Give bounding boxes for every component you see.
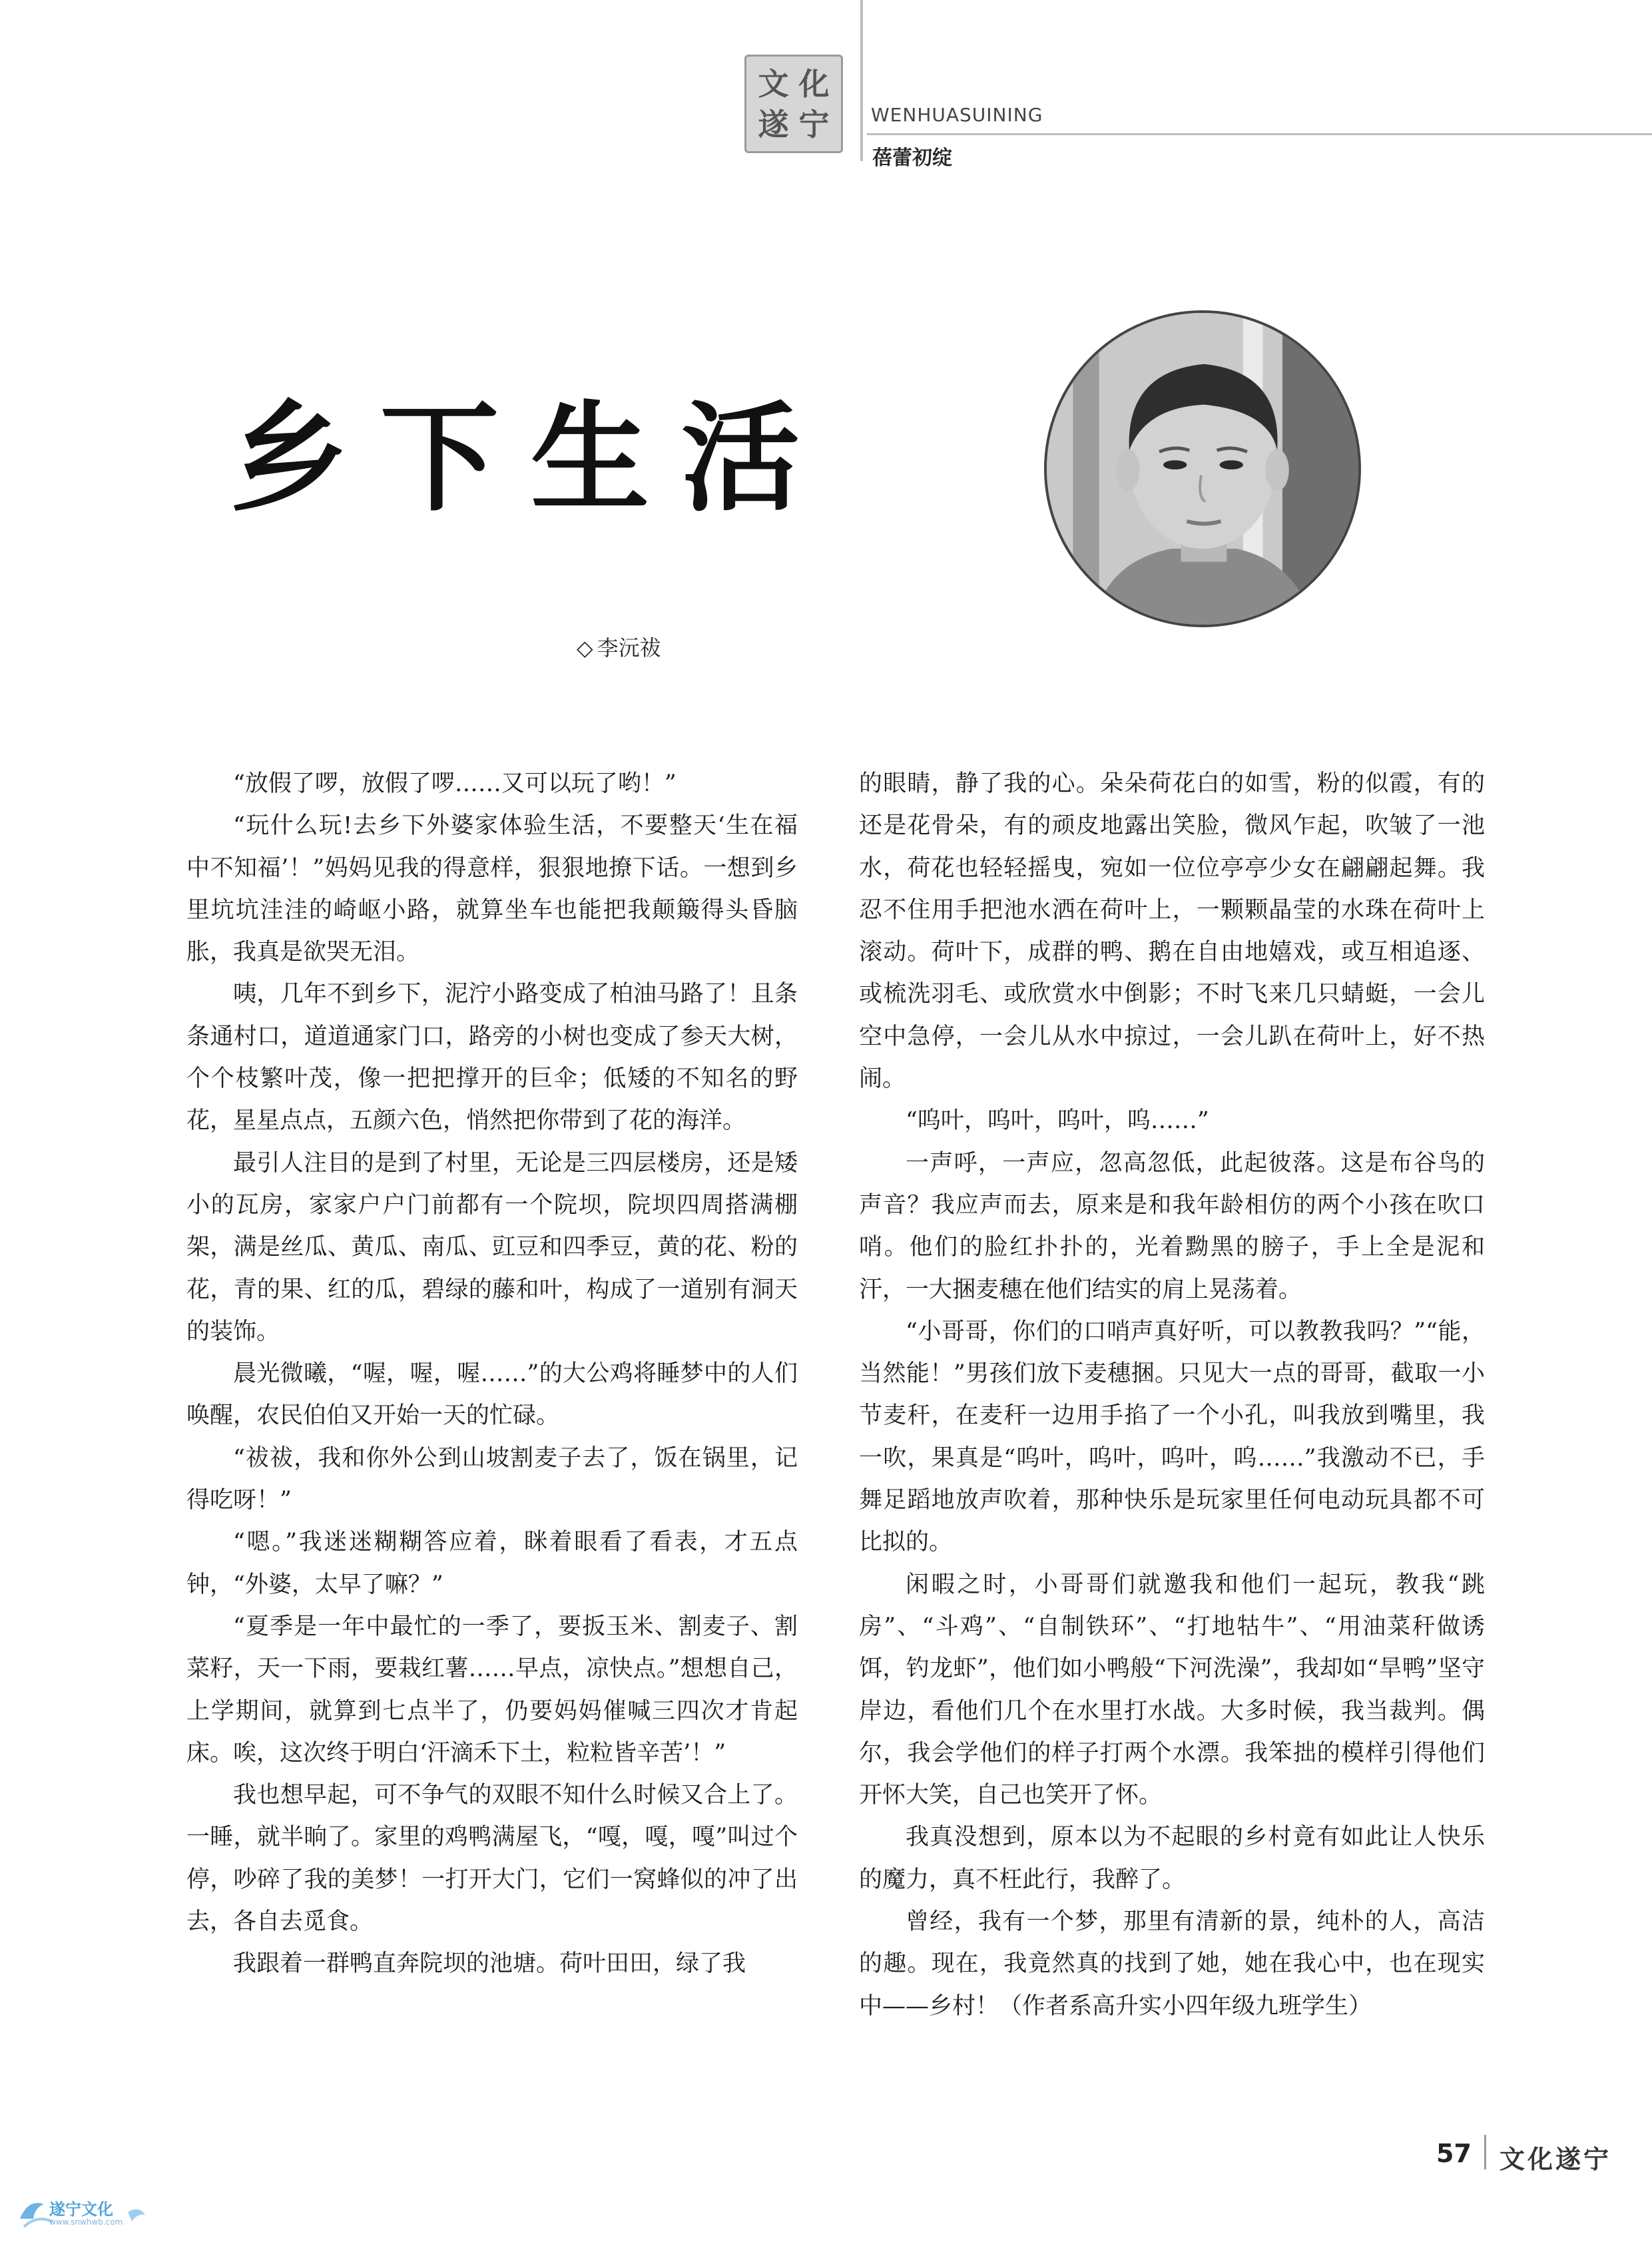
paragraph: 我也想早起，可不争气的双眼不知什么时候又合上了。一睡，就半晌了。家里的鸡鸭满屋飞，“嘎，嘎，嘎”叫过个停，吵碎了我的美梦！一打开大门，它们一窝蜂似的冲了出去，各自去觅食。 [186,1782,798,1936]
paragraph: 闲暇之时，小哥哥们就邀我和他们一起玩，教我“跳房”、“斗鸡”、“自制铁环”、“打地牯牛”、“用油菜秆做诱饵，钓龙虾”，他们如小鸭般“下河洗澡”，我却如“旱鸭”坚守岸边，看他们几个在水里打水战。大多时候，我当裁判。偶尔，我会学他们的样子打两个水漂。我笨拙的模样引得他们开怀大笑，自己也笑开了怀。 [859,1571,1485,1809]
article-title: 乡下生活 [230,390,832,527]
magazine-name-english: WENHUASUINING [871,104,1043,126]
column-name: 蓓蕾初绽 [872,146,952,170]
body-column-right [859,763,1485,2028]
paragraph: “祓祓，我和你外公到山坡割麦子去了，饭在锅里，记得吃呀！” [186,1444,798,1514]
paragraph: “小哥哥，你们的口哨声真好听，可以教教我吗？”“能，当然能！”男孩们放下麦穗捆。只见大一点的哥哥，截取一小节麦秆，在麦秆一边用手掐了一个小孔，叫我放到嘴里，我一吹，果真是“呜叶，呜叶，呜叶，呜……”我激动不已，手舞足蹈地放声吹着，那种快乐是玩家里任何电动玩具都不可比拟的。 [859,1318,1485,1556]
paragraph: “嗯。”我迷迷糊糊答应着，眯着眼看了看表，才五点钟，“外婆，太早了嘛？” [186,1529,798,1598]
paragraph: 曾经，我有一个梦，那里有清新的景，纯朴的人，高洁的趣。现在，我竟然真的找到了她，她在我心中，也在现实中——乡村！（作者系高升实小四年级九班学生） [859,1908,1485,2020]
paragraph: 最引人注目的是到了村里，无论是三四层楼房，还是矮小的瓦房，家家户户门前都有一个院坝，院坝四周搭满棚架，满是丝瓜、黄瓜、南瓜、豇豆和四季豆，黄的花、粉的花，青的果、红的瓜，碧绿的藤和叶，构成了一道别有洞天的装饰。 [186,1149,798,1345]
paragraph: 我跟着一群鸭直奔院坝的池塘。荷叶田田，绿了我 [233,1950,746,1978]
portrait-illustration [1047,313,1358,625]
paragraph: 一声呼，一声应，忽高忽低，此起彼落。这是布谷鸟的声音？我应声而去，原来是和我年龄相仿的两个小孩在吹口哨。他们的脸红扑扑的，光着黝黑的膀子，手上全是泥和汗，一大捆麦穗在他们结实的肩上晃荡着。 [859,1149,1485,1303]
logo-char: 化 [798,65,830,102]
paragraph: “玩什么玩!去乡下外婆家体验生活，不要整天‘生在福中不知福’！”妈妈见我的得意样，狠狠地撩下话。一想到乡里坑坑洼洼的崎岖小路，就算坐车也能把我颠簸得头昏脑胀，我真是欲哭无泪。 [186,812,798,966]
logo-char: 文 [758,65,789,102]
header-divider [860,0,863,161]
diamond-icon: ◇ [577,635,593,661]
logo-char: 遂 [758,106,789,142]
paragraph: “夏季是一年中最忙的一季了，要扳玉米、割麦子、割菜籽，天一下雨，要栽红薯……早点，凉快点。”想想自己，上学期间，就算到七点半了，仍要妈妈催喊三四次才肯起床。唉，这次终于明白‘汗滴禾下土，粒粒皆辛苦’！” [186,1613,798,1767]
watermark-text: 遂宁文化 [49,2200,113,2219]
page-number: 57 [1436,2139,1472,2168]
paragraph: “放假了啰，放假了啰……又可以玩了哟！” [233,770,677,797]
footer-divider [1484,2135,1486,2169]
logo-char: 宁 [798,106,830,142]
author-name: 李沅祓 [597,635,661,661]
magazine-logo [744,55,843,153]
paragraph: 晨光微曦，“喔，喔，喔……”的大公鸡将睡梦中的人们唤醒，农民伯伯又开始一天的忙碌。 [186,1360,798,1430]
byline [577,631,661,662]
body-column-left [186,763,798,1986]
header-rule [867,133,1652,135]
paragraph: 咦，几年不到乡下，泥泞小路变成了柏油马路了！且条条通村口，道道通家门口，路旁的小树也变成了参天大树，个个枝繁叶茂，像一把把撑开的巨伞；低矮的不知名的野花，星星点点，五颜六色，悄然把你带到了花的海洋。 [186,981,798,1135]
footer-magazine-name: 文化遂宁 [1500,2144,1612,2174]
paragraph: 我真没想到，原本以为不起眼的乡村竟有如此让人快乐的魔力，真不枉此行，我醉了。 [859,1824,1485,1893]
author-photo [1044,310,1361,627]
paragraph: “呜叶，呜叶，呜叶，呜……” [906,1107,1209,1135]
paragraph-continued: 的眼睛，静了我的心。朵朵荷花白的如雪，粉的似霞，有的还是花骨朵，有的顽皮地露出笑脸，微风乍起，吹皱了一池水，荷花也轻轻摇曳，宛如一位位亭亭少女在翩翩起舞。我忍不住用手把池水洒在荷叶上，一颗颗晶莹的水珠在荷叶上滚动。荷叶下，成群的鸭、鹅在自由地嬉戏，或互相追逐、或梳洗羽毛、或欣赏水中倒影；不时飞来几只蜻蜓，一会儿空中急停，一会儿从水中掠过，一会儿趴在荷叶上，好不热闹。 [859,770,1485,1093]
watermark-url: www.snwhwb.com [49,2217,123,2227]
